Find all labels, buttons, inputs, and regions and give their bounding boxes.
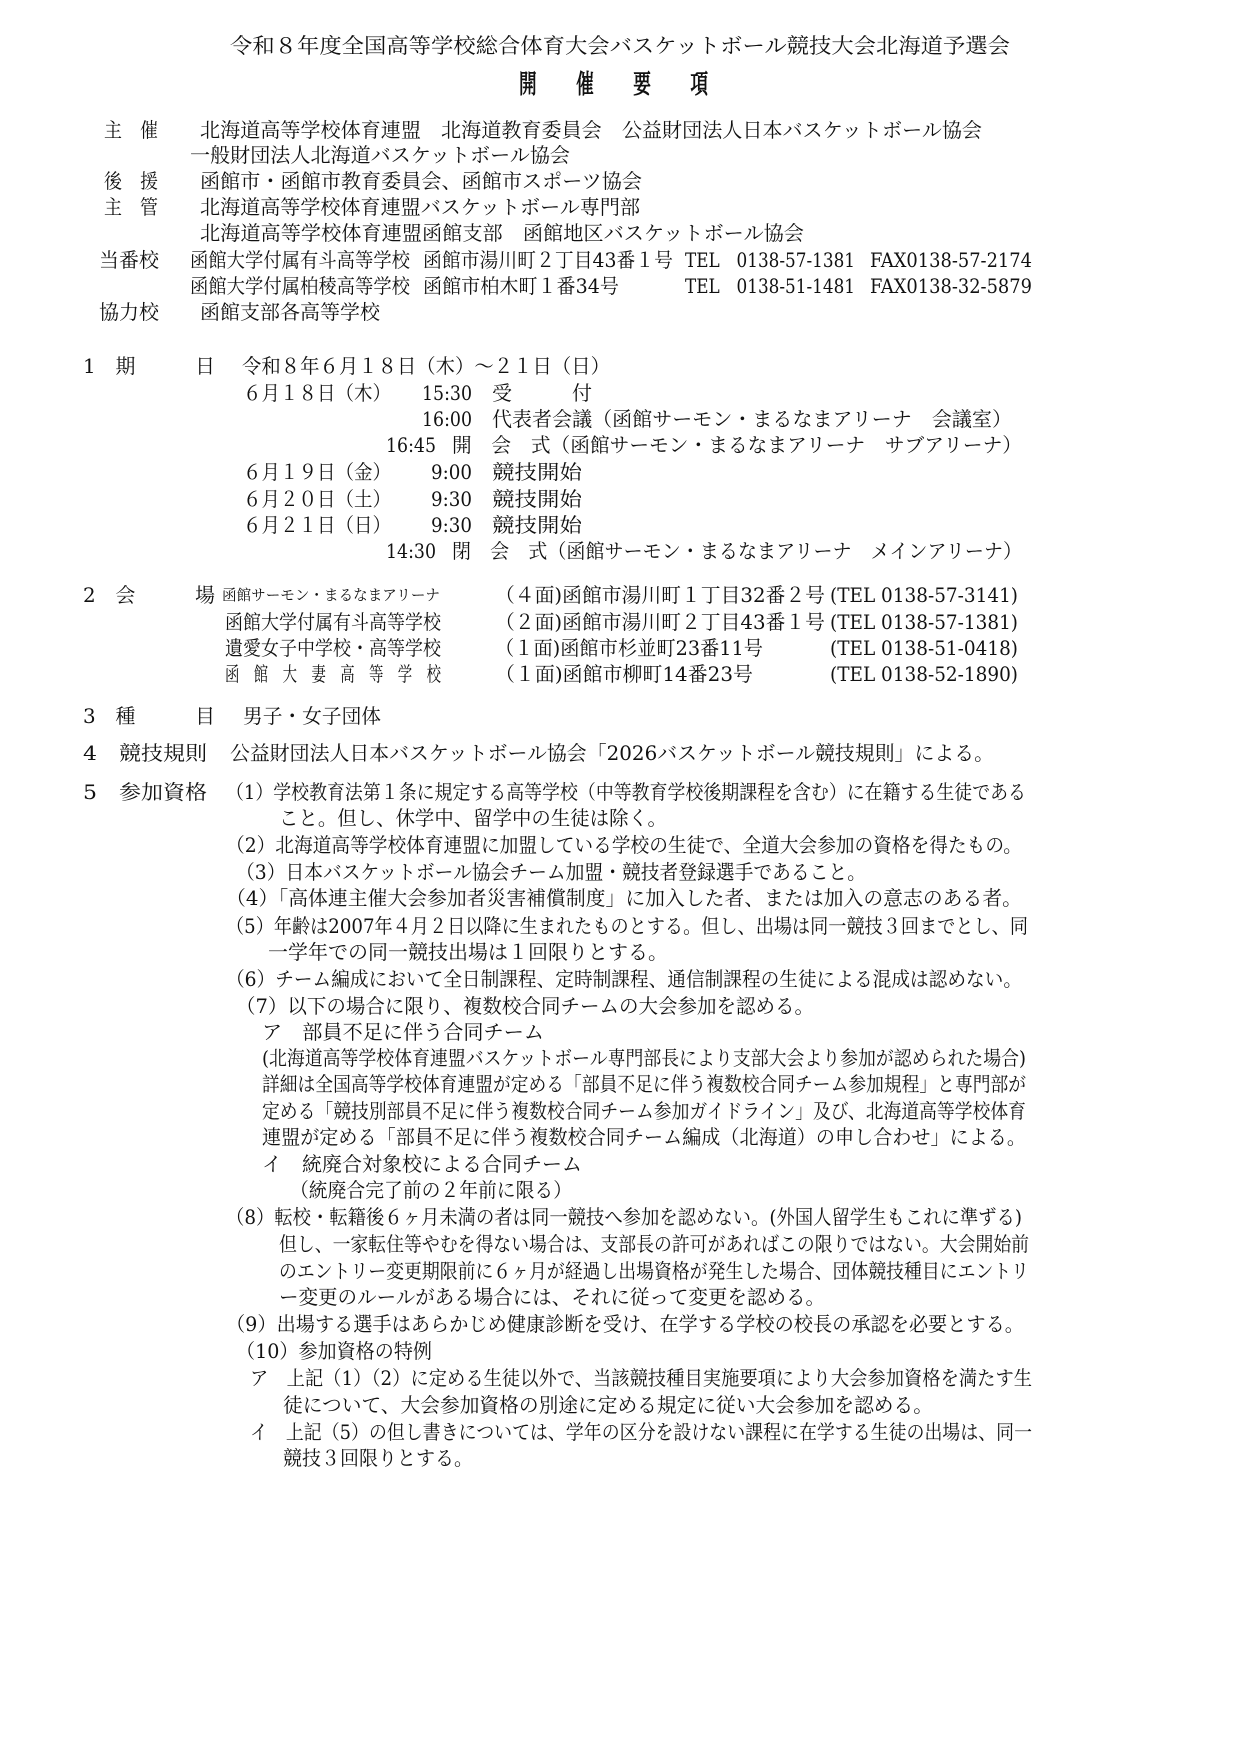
support-value: 函館市・函館市教育委員会、函館市スポーツ協会 xyxy=(200,169,643,193)
schedule-day1-event3: 開 会 式（函館サーモン・まるなまアリーナ サブアリーナ） xyxy=(452,433,1023,457)
events-label: 3 種 目 xyxy=(83,704,216,728)
venue4-tel: (TEL 0138-52-1890) xyxy=(830,662,1019,686)
schedule-day3-date: ６月２０日（土） xyxy=(243,487,391,511)
schedule-day2-date: ６月１９日（金） xyxy=(243,460,391,484)
sponsor-line2: 一般財団法人北海道バスケットボール協会 xyxy=(190,143,571,167)
coop-value: 函館支部各高等学校 xyxy=(200,300,380,324)
sponsor-line1: 北海道高等学校体育連盟 北海道教育委員会 公益財団法人日本バスケットボール協会 xyxy=(200,118,983,142)
host1-name: 函館大学付属有斗高等学校 xyxy=(190,248,411,272)
schedule-day4-time: 9:30 xyxy=(431,513,473,537)
eligibility-line: （5）年齢は2007年４月２日以降に生まれたものとする。但し、出場は同一競技３回までとし、同 xyxy=(226,914,1028,938)
schedule-day1-time3: 16:45 xyxy=(386,433,436,457)
document-title: 令和８年度全国高等学校総合体育大会バスケットボール競技大会北海道予選会 xyxy=(230,34,1010,58)
eligibility-line: （6）チーム編成において全日制課程、定時制課程、通信制課程の生徒による混成は認めない。 xyxy=(226,967,1023,991)
eligibility-line: イ 上記（5）の但し書きについては、学年の区分を設けない課程に在学する生徒の出場は、同一 xyxy=(250,1420,1033,1444)
host2-address: 函館市柏木町１番34号 xyxy=(423,274,620,298)
support-label: 後 援 xyxy=(104,169,158,193)
manager-label: 主 管 xyxy=(104,195,158,219)
host2-fax: FAX0138-32-5879 xyxy=(870,274,1032,298)
schedule-day4-event2: 閉 会 式（函館サーモン・まるなまアリーナ メインアリーナ） xyxy=(452,539,1023,563)
schedule-day1-time1: 15:30 xyxy=(422,381,472,405)
eligibility-line: 連盟が定める「部員不足に伴う複数校合同チーム編成（北海道）の申し合わせ」による。 xyxy=(262,1125,1026,1149)
venue2-name: 函館大学付属有斗高等学校 xyxy=(225,610,441,634)
host1-fax: FAX0138-57-2174 xyxy=(870,248,1032,272)
eligibility-line: （10）参加資格の特例 xyxy=(236,1339,433,1363)
schedule-range: 令和８年６月１８日（木）～２１日（日） xyxy=(242,354,610,378)
eligibility-line: ー変更のルールがある場合には、それに従って変更を認める。 xyxy=(279,1285,826,1309)
eligibility-line: （3）日本バスケットボール協会チーム加盟・競技者登録選手であること。 xyxy=(236,860,866,884)
eligibility-line: 但し、一家転住等やむを得ない場合は、支部長の許可があればこの限りではない。大会開始前 xyxy=(279,1232,1030,1256)
eligibility-line: （4）「高体連主催大会参加者災害補償制度」に加入した者、または加入の意志のある者。 xyxy=(226,886,1022,910)
eligibility-line: 一学年での同一競技出場は１回限りとする。 xyxy=(268,940,668,964)
rules-value: 公益財団法人日本バスケットボール協会「2026バスケットボール競技規則」による。 xyxy=(230,741,995,765)
eligibility-line: （2）北海道高等学校体育連盟に加盟している学校の生徒で、全道大会参加の資格を得たもの。 xyxy=(226,833,1023,857)
eligibility-line: （1）学校教育法第１条に規定する高等学校（中等教育学校後期課程を含む）に在籍する生徒である xyxy=(226,780,1026,804)
schedule-day4-event: 競技開始 xyxy=(492,513,582,537)
host1-address: 函館市湯川町２丁目43番１号 xyxy=(423,248,674,272)
rules-label: 4 競技規則 xyxy=(83,741,207,765)
schedule-day2-event: 競技開始 xyxy=(492,460,582,484)
eligibility-line: （統廃合完了前の２年前に限る） xyxy=(290,1178,572,1202)
host2-tel: TEL 0138-51-1481 xyxy=(685,274,855,298)
venues-label: 2 会 場 xyxy=(83,583,216,607)
eligibility-line: こと。但し、休学中、留学中の生徒は除く。 xyxy=(279,806,667,830)
venue2-tel: (TEL 0138-57-1381) xyxy=(830,610,1019,634)
eligibility-line: のエントリー変更期限前に６ヶ月が経過し出場資格が発生した場合、団体競技種目にエントリ xyxy=(279,1259,1030,1283)
manager-line2: 北海道高等学校体育連盟函館支部 函館地区バスケットボール協会 xyxy=(200,221,804,245)
schedule-day4-time2: 14:30 xyxy=(386,539,436,563)
eligibility-line: （9）出場する選手はあらかじめ健康診断を受け、在学する学校の校長の承認を必要とする。 xyxy=(226,1312,1024,1336)
eligibility-line: ア 上記（1）（2）に定める生徒以外で、当該競技種目実施要項により大会参加資格を満たす生 xyxy=(250,1366,1033,1390)
schedule-day2-time: 9:00 xyxy=(431,460,473,484)
venue1-name: 函館サーモン・まるなまアリーナ xyxy=(222,586,441,604)
manager-line1: 北海道高等学校体育連盟バスケットボール専門部 xyxy=(200,195,641,219)
schedule-day1-date: ６月１８日（木） xyxy=(243,381,391,405)
venue3-tel: (TEL 0138-51-0418) xyxy=(830,636,1019,660)
venue4-name: 函 館 大 妻 高 等 学 校 xyxy=(225,662,441,686)
venue4-address: （１面)函館市柳町14番23号 xyxy=(495,662,754,686)
eligibility-line: 競技３回限りとする。 xyxy=(283,1446,473,1470)
venue2-address: （２面)函館市湯川町２丁目43番１号 xyxy=(495,610,825,634)
eligibility-label: 5 参加資格 xyxy=(83,780,207,804)
coop-label: 協力校 xyxy=(99,300,159,324)
host2-name: 函館大学付属柏稜高等学校 xyxy=(190,274,411,298)
schedule-day3-event: 競技開始 xyxy=(492,487,582,511)
schedule-day3-time: 9:30 xyxy=(431,487,473,511)
document-heading: 開 催 要 項 xyxy=(519,70,719,100)
schedule-day4-date: ６月２１日（日） xyxy=(243,513,391,537)
schedule-day1-time2: 16:00 xyxy=(422,407,472,431)
venue3-name: 遺愛女子中学校・高等学校 xyxy=(225,636,441,660)
eligibility-line: 定める「競技別部員不足に伴う複数校合同チーム参加ガイドライン」及び、北海道高等学校体育 xyxy=(262,1099,1026,1123)
eligibility-line: イ 統廃合対象校による合同チーム xyxy=(262,1152,582,1176)
schedule-day1-event1: 受 付 xyxy=(492,381,592,405)
venue1-tel: (TEL 0138-57-3141) xyxy=(830,583,1019,607)
eligibility-line: （8）転校・転籍後６ヶ月未満の者は同一競技へ参加を認めない。(外国人留学生もこれに準ずる) xyxy=(226,1205,1023,1229)
eligibility-line: ア 部員不足に伴う合同チーム xyxy=(262,1020,544,1044)
venue3-address: （１面)函館市杉並町23番11号 xyxy=(495,636,764,660)
schedule-day1-event2: 代表者会議（函館サーモン・まるなまアリーナ 会議室） xyxy=(492,407,1012,431)
host1-tel: TEL 0138-57-1381 xyxy=(685,248,855,272)
eligibility-line: (北海道高等学校体育連盟バスケットボール専門部長により支部大会より参加が認められた場合) xyxy=(262,1046,1027,1070)
eligibility-line: 詳細は全国高等学校体育連盟が定める「部員不足に伴う複数校合同チーム参加規程」と専門部が xyxy=(262,1072,1027,1096)
eligibility-line: （7）以下の場合に限り、複数校合同チームの大会参加を認める。 xyxy=(236,994,814,1018)
schedule-label: 1 期 日 xyxy=(83,354,216,378)
host-label: 当番校 xyxy=(99,248,159,272)
eligibility-line: 徒について、大会参加資格の別途に定める規定に従い大会参加を認める。 xyxy=(283,1393,933,1417)
sponsor-label: 主 催 xyxy=(104,118,158,142)
venue1-address: （４面)函館市湯川町１丁目32番２号 xyxy=(495,583,825,607)
events-value: 男子・女子団体 xyxy=(243,704,381,728)
